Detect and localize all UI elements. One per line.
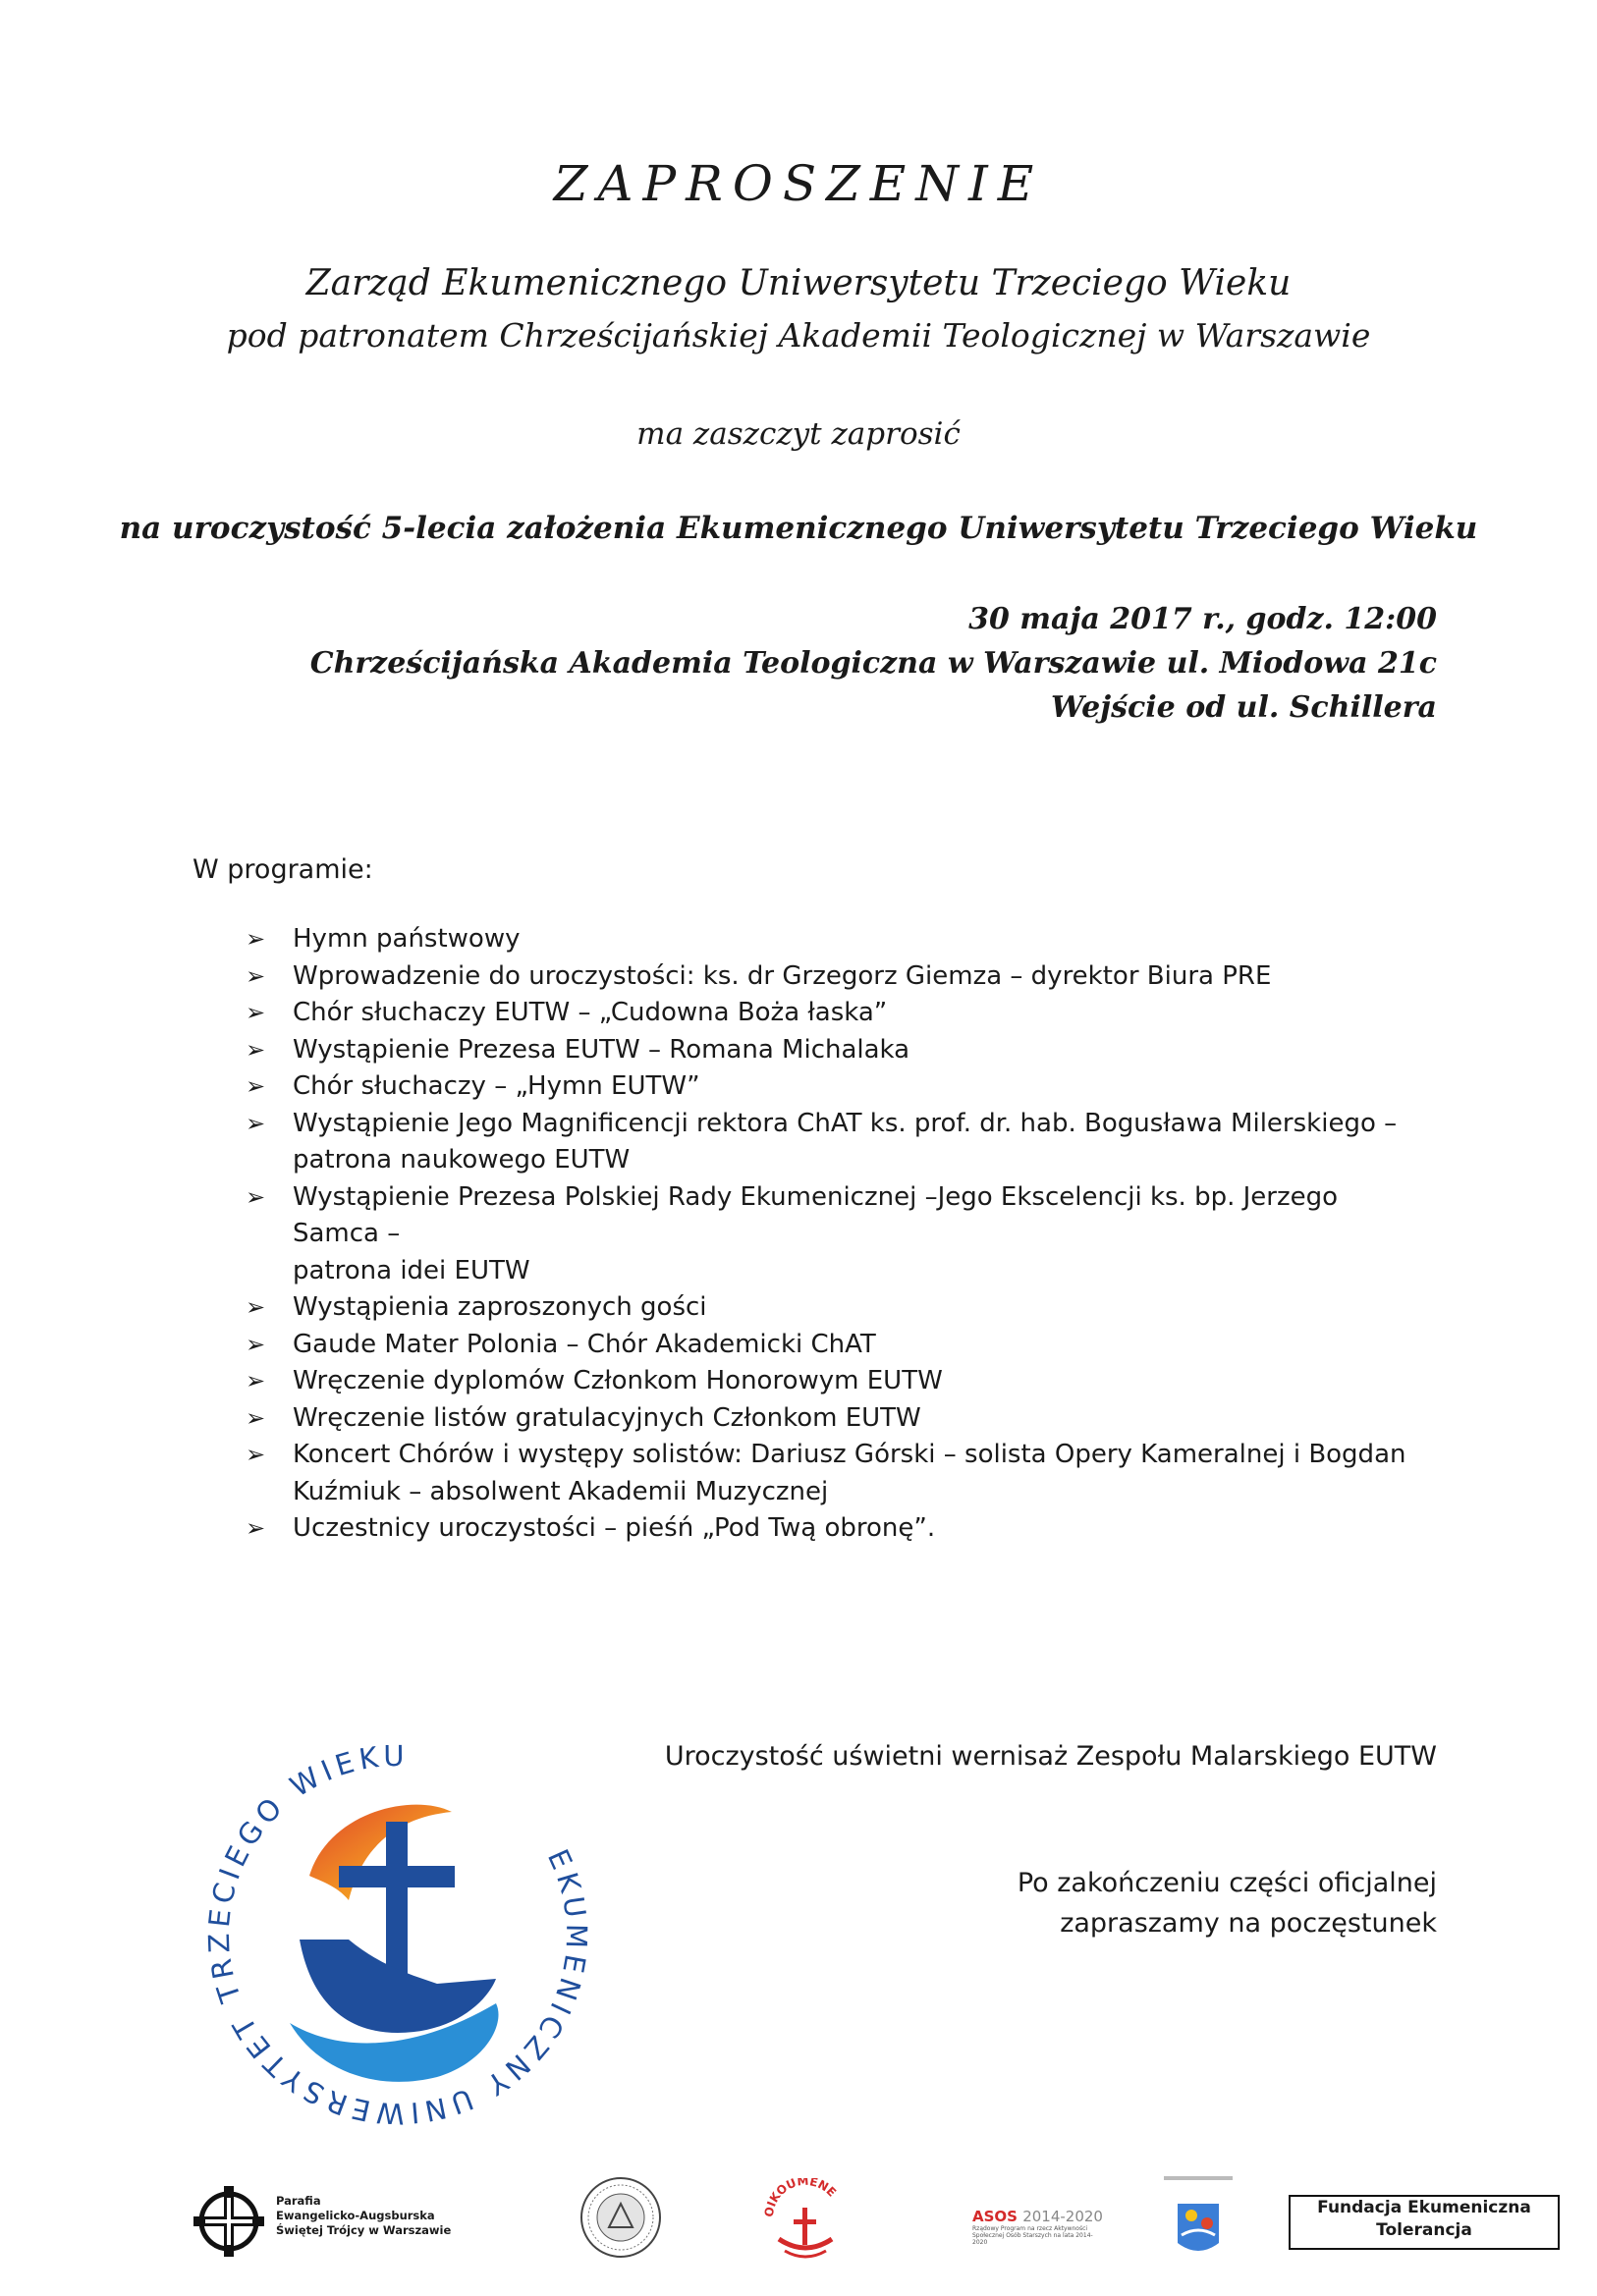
foundation-line-2: Tolerancja xyxy=(1376,2220,1472,2240)
arrow-bullet-icon: ➢ xyxy=(246,1367,266,1394)
parafia-line-2: Ewangelicko-Augsburska xyxy=(276,2209,435,2222)
foundation-box xyxy=(1289,2195,1560,2250)
program-item xyxy=(246,1327,1424,1364)
parafia-name xyxy=(276,2194,472,2238)
program-item xyxy=(246,1510,1424,1548)
program-item xyxy=(246,1363,1424,1400)
arrow-bullet-icon: ➢ xyxy=(246,1035,266,1064)
arrow-bullet-icon: ➢ xyxy=(246,1293,266,1321)
oikoumene-logo xyxy=(761,2178,850,2270)
event-venue: Chrześcijańska Akademia Teologiczna w Warszawie ul. Miodowa 21c xyxy=(309,646,1437,681)
program-item-text: patrona idei EUTW xyxy=(293,1255,530,1285)
program-item-text: Wprowadzenie do uroczystości: ks. dr Grzegorz Giemza – dyrektor Biura PRE xyxy=(293,960,1272,991)
invitation-title: ZAPROSZENIE xyxy=(553,155,1044,212)
program-item xyxy=(246,1437,1424,1474)
honor-line: ma zaszczyt zaprosić xyxy=(636,416,961,452)
arrow-bullet-icon: ➢ xyxy=(246,1441,266,1468)
reception-line-2: zapraszamy na poczęstunek xyxy=(1060,1908,1437,1939)
organizer-line-1: Zarząd Ekumenicznego Uniwersytetu Trzeciego Wieku xyxy=(305,263,1292,303)
program-item xyxy=(246,958,1424,996)
oikoumene-arc-text: OIKOUMENE xyxy=(761,2178,840,2218)
program-item-text: Wystąpienie Prezesa Polskiej Rady Ekumenicznej –Jego Ekscelencji ks. bp. Jerzego Samca – xyxy=(293,1181,1339,1248)
arrow-bullet-icon: ➢ xyxy=(246,1330,266,1358)
program-item xyxy=(246,1179,1424,1253)
program-item-text: Wręczenie listów gratulacyjnych Członkom EUTW xyxy=(293,1402,921,1433)
program-list xyxy=(246,921,1424,1548)
arrow-bullet-icon: ➢ xyxy=(246,1072,266,1100)
arrow-bullet-icon: ➢ xyxy=(246,1403,266,1432)
program-label: W programie: xyxy=(193,854,373,885)
reception-line-1: Po zakończeniu części oficjalnej xyxy=(1017,1868,1437,1898)
event-date-time: 30 maja 2017 r., godz. 12:00 xyxy=(968,602,1437,636)
logo-cross-horizontal xyxy=(339,1866,455,1887)
city-program-logo xyxy=(1164,2174,1233,2263)
arrow-bullet-icon: ➢ xyxy=(246,1514,266,1542)
program-item xyxy=(246,995,1424,1032)
program-item-text: Chór słuchaczy – „Hymn EUTW” xyxy=(293,1071,700,1101)
arrow-bullet-icon: ➢ xyxy=(246,999,266,1026)
asos-years: 2014-2020 xyxy=(1022,2208,1103,2225)
asos-logo xyxy=(972,2208,1103,2246)
foundation-line-1: Fundacja Ekumeniczna xyxy=(1317,2198,1531,2217)
event-entrance: Wejście od ul. Schillera xyxy=(1050,690,1437,725)
arrow-bullet-icon: ➢ xyxy=(246,1182,266,1211)
eutw-logo xyxy=(201,1738,594,2131)
program-item-text: Koncert Chórów i występy solistów: Dariusz Górski – solista Opery Kameralnej i Bogdan xyxy=(293,1440,1406,1469)
oikoumene-text xyxy=(762,2178,839,2217)
parafia-line-3: Świętej Trójcy w Warszawie xyxy=(276,2223,452,2237)
program-item-text: Chór słuchaczy EUTW – „Cudowna Boża łaska” xyxy=(293,998,888,1027)
program-item-continuation xyxy=(246,1474,1424,1511)
program-item-text: Wystąpienie Prezesa EUTW – Romana Michalaka xyxy=(293,1034,910,1065)
exhibition-note: Uroczystość uświetni wernisaż Zespołu Malarskiego EUTW xyxy=(664,1741,1437,1772)
arrow-bullet-icon: ➢ xyxy=(246,925,266,953)
university-seal-icon xyxy=(579,2176,662,2259)
program-item xyxy=(246,921,1424,958)
program-item-text: Uczestnicy uroczystości – pieśń „Pod Twą obronę”. xyxy=(293,1513,936,1543)
asos-subtitle: Rządowy Program na rzecz Aktywności Społecznej Osób Starszych na lata 2014-2020 xyxy=(972,2225,1093,2246)
program-item-continuation xyxy=(246,1253,1424,1290)
logo-ring-textpath: EKUMENICZNY UNIWERSYTET TRZECIEGO WIEKU xyxy=(201,1738,594,2131)
parafia-logo xyxy=(190,2182,452,2265)
program-item xyxy=(246,1032,1424,1069)
program-item-text: Hymn państwowy xyxy=(293,924,521,954)
reception-note xyxy=(1018,1863,1437,1943)
program-item xyxy=(246,1106,1424,1143)
parafia-cross-icon xyxy=(190,2182,268,2261)
asos-title xyxy=(972,2208,1103,2225)
oikoumene-boat-icon xyxy=(761,2178,850,2267)
program-item-text: Kuźmiuk – absolwent Akademii Muzycznej xyxy=(293,1476,829,1506)
program-item-text: Wręczenie dyplomów Członkom Honorowym EUTW xyxy=(293,1366,943,1395)
asos-label: ASOS xyxy=(972,2208,1018,2225)
sponsors-row xyxy=(0,2160,1597,2278)
arrow-bullet-icon: ➢ xyxy=(246,1109,266,1137)
program-item-text: Wystąpienia zaproszonych gości xyxy=(293,1292,707,1322)
program-item-continuation xyxy=(246,1142,1424,1179)
program-item xyxy=(246,1400,1424,1438)
program-item-text: Wystąpienie Jego Magnificencji rektora ChAT ks. prof. dr. hab. Bogusława Milerskiego – xyxy=(293,1108,1398,1138)
program-item xyxy=(246,1289,1424,1327)
arrow-bullet-icon: ➢ xyxy=(246,961,266,990)
parafia-line-1: Parafia xyxy=(276,2194,321,2208)
program-item xyxy=(246,1068,1424,1106)
program-item-text: patrona naukowego EUTW xyxy=(293,1145,631,1175)
organizer-line-2: pod patronatem Chrześcijańskiej Akademii Teologicznej w Warszawie xyxy=(226,316,1371,355)
occasion-line: na uroczystość 5-lecia założenia Ekumenicznego Uniwersytetu Trzeciego Wieku xyxy=(119,511,1478,546)
program-item-text: Gaude Mater Polonia – Chór Akademicki ChAT xyxy=(293,1329,876,1359)
